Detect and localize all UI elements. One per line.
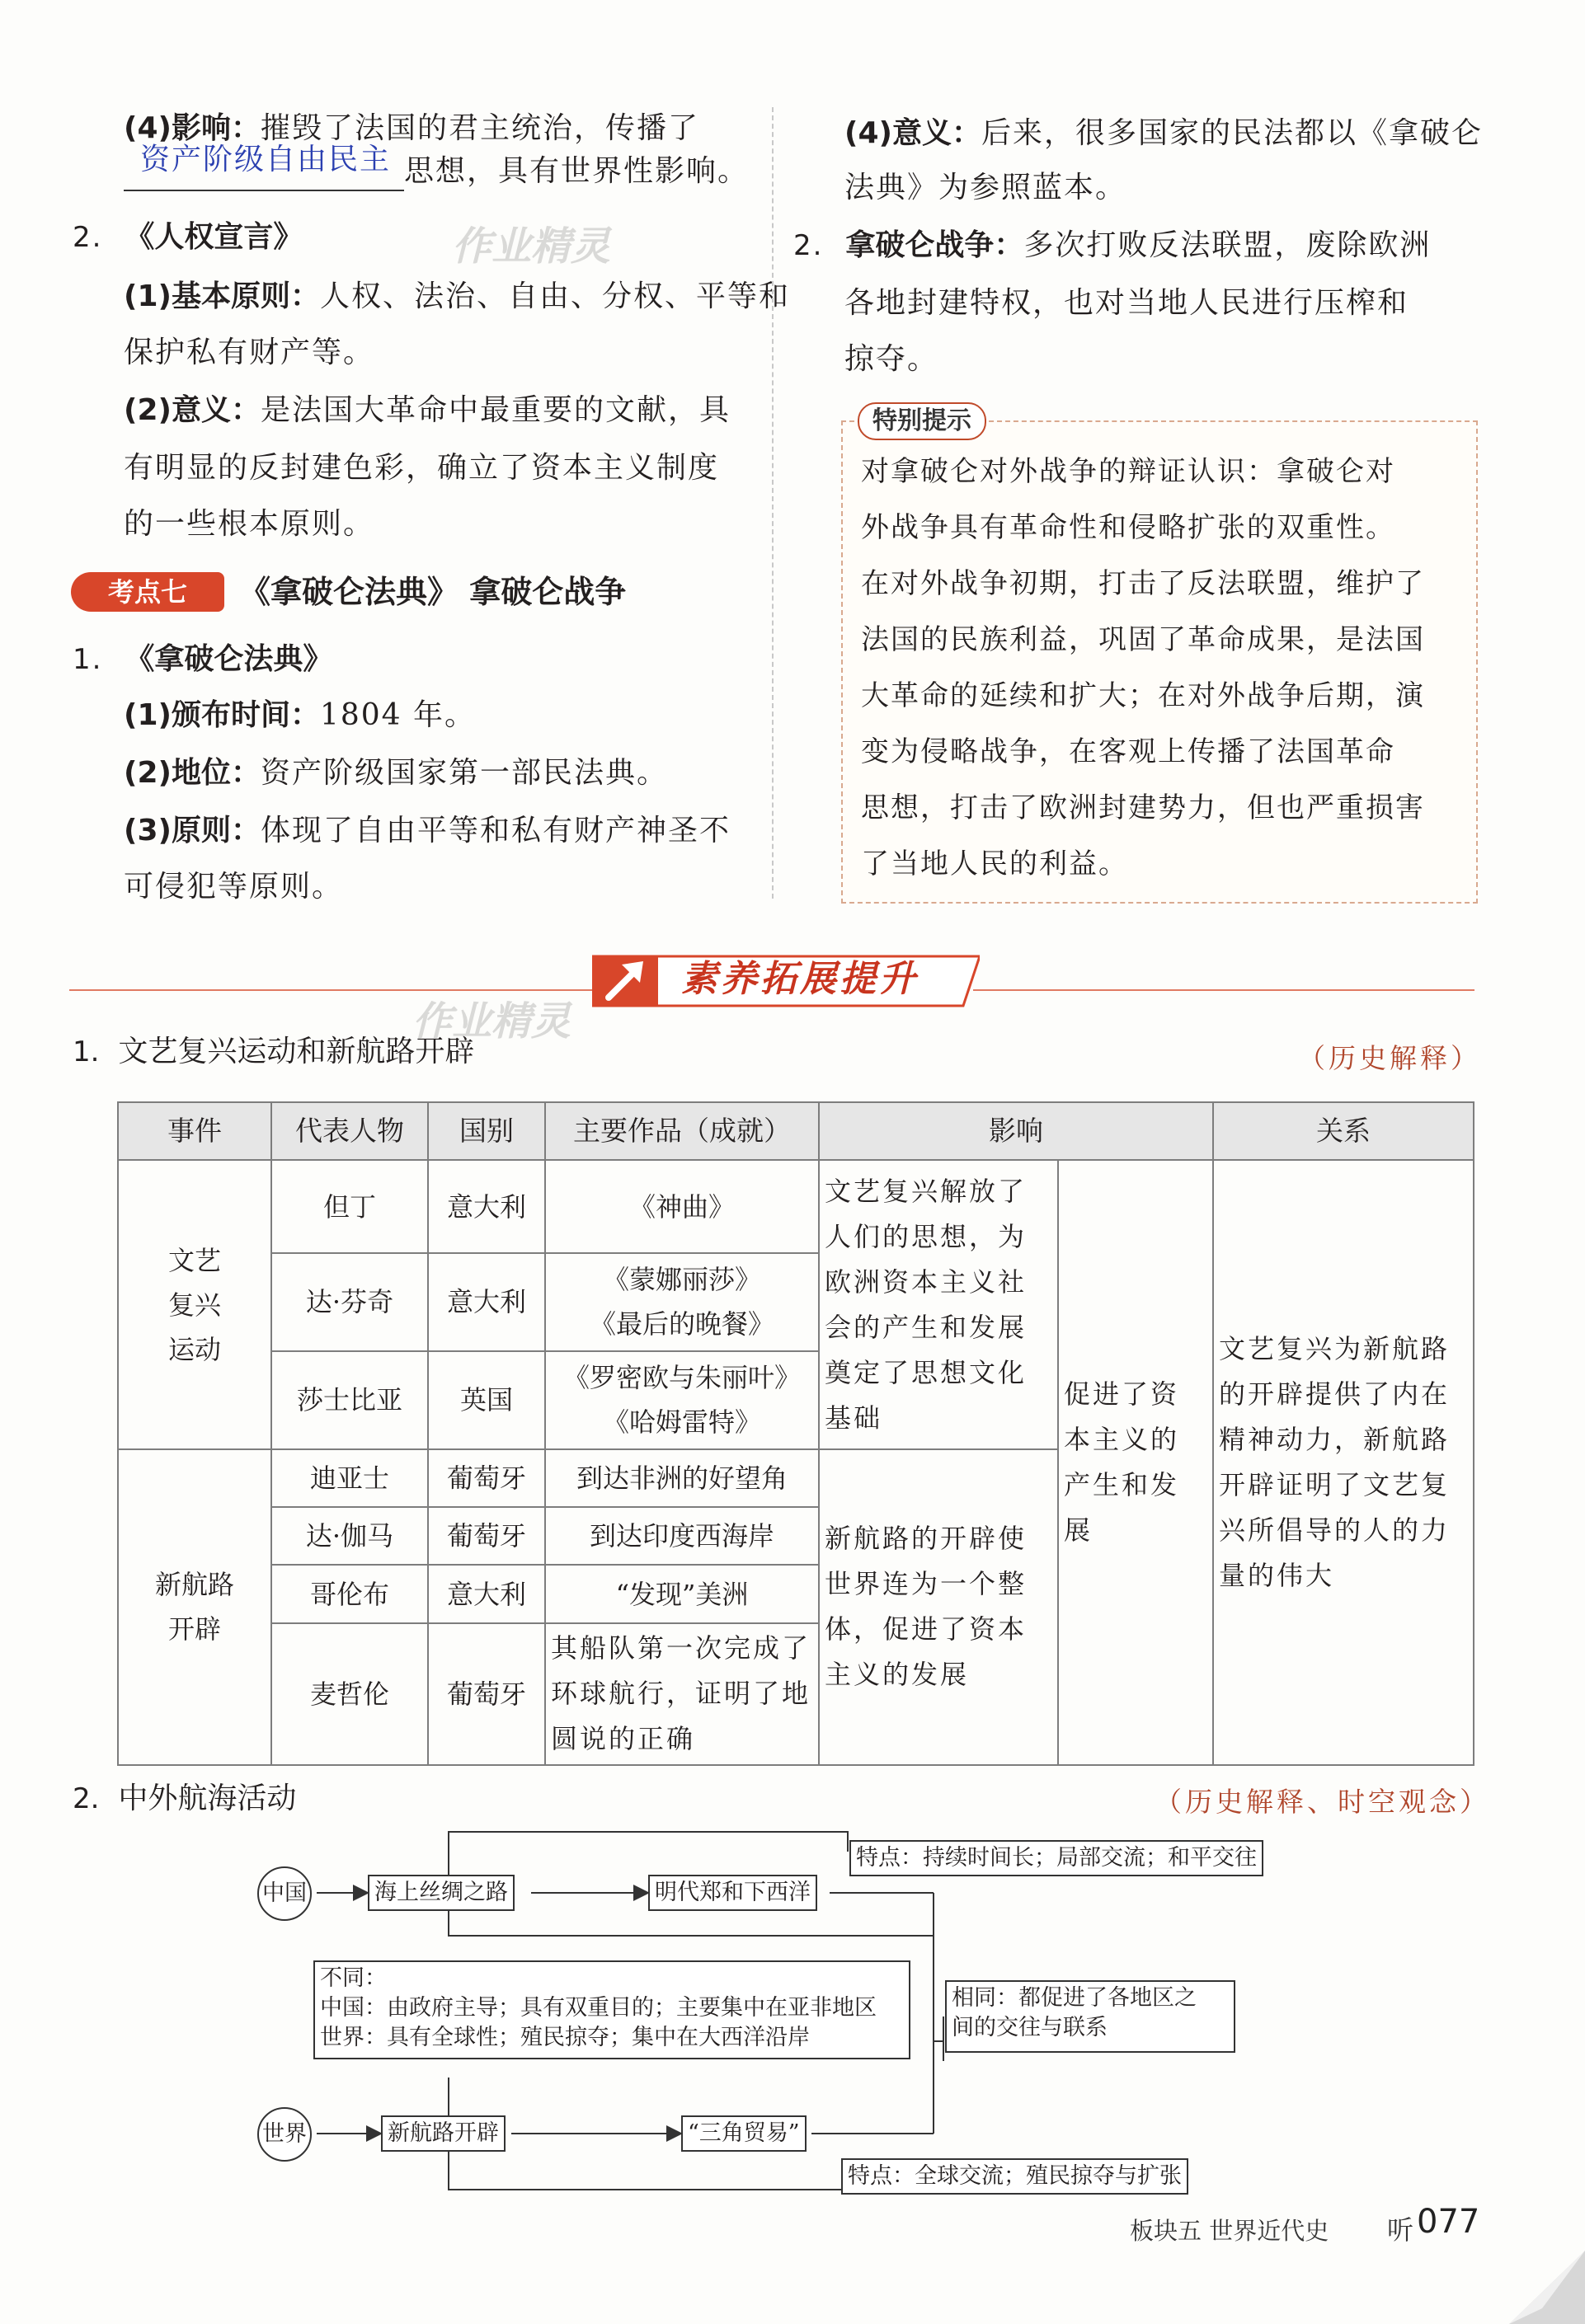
person-cell: 哥伦布 [271, 1565, 428, 1622]
feature-world-box: 特点：全球交流；殖民掠夺与扩张 [841, 2158, 1188, 2195]
work-cell: 到达非洲的好望角 [545, 1449, 819, 1507]
watermark: 作业精灵 [452, 223, 611, 270]
country-cell: 葡萄牙 [428, 1507, 545, 1565]
section2-heading: 2. 中外航海活动 [73, 1782, 297, 1815]
code-principle-1: (3)原则：体现了自由平等和私有财产神圣不 [124, 814, 731, 847]
declaration-principle-2: 保护私有财产等。 [124, 336, 375, 369]
header-country: 国别 [428, 1102, 545, 1160]
similarity-box: 相同：都促进了各地区之 间的交往与联系 [945, 1980, 1235, 2053]
tip-line: 大革命的延续和扩大；在对外战争后期，演 [861, 679, 1425, 712]
footer-section: 板块五 世界近代史 [1130, 2217, 1329, 2245]
country-cell: 意大利 [428, 1253, 545, 1351]
header-person: 代表人物 [271, 1102, 428, 1160]
event-renaissance: 文艺 复兴 运动 [118, 1160, 271, 1448]
header-work: 主要作品（成就） [545, 1102, 819, 1160]
work-cell: 其船队第一次完成了环球航行，证明了地圆说的正确 [545, 1623, 819, 1765]
tip-line: 对拿破仑对外战争的辩证认识：拿破仑对 [861, 455, 1395, 488]
zhenghe-box: 明代郑和下西洋 [648, 1875, 817, 1911]
work-cell: 《蒙娜丽莎》 《最后的晚餐》 [545, 1253, 819, 1351]
work-cell: 到达印度西海岸 [545, 1507, 819, 1565]
tip-line: 变为侵略战争，在客观上传播了法国革命 [861, 735, 1395, 768]
relation-cell: 文艺复兴为新航路的开辟提供了内在精神动力，新航路开辟证明了文艺复兴所倡导的人的力量的伟大 [1213, 1160, 1474, 1765]
war-line-3: 掠夺。 [844, 342, 939, 376]
country-cell: 英国 [428, 1351, 545, 1449]
special-tip-label: 特别提示 [858, 402, 986, 440]
country-cell: 葡萄牙 [428, 1623, 545, 1765]
kaodian-badge: 考点七 [71, 572, 224, 612]
person-cell: 达·伽马 [271, 1507, 428, 1565]
person-cell: 但丁 [271, 1160, 428, 1253]
header-event: 事件 [118, 1102, 271, 1160]
work-cell: “发现”美洲 [545, 1565, 819, 1622]
feature-china-box: 特点：持续时间长；局部交流；和平交往 [849, 1840, 1263, 1876]
section1-heading: 1. 文艺复兴运动和新航路开辟 [73, 1035, 475, 1068]
impact-line-2: 资产阶级自由民主 思想，具有世界性影响。 [124, 153, 749, 191]
declaration-principle-1: (1)基本原则：人权、法治、自由、分权、平等和 [124, 279, 790, 313]
page-number: 077 [1417, 2203, 1480, 2241]
declaration-meaning-3: 的一些根本原则。 [124, 507, 375, 541]
code-meaning-2: 法典》为参照蓝本。 [844, 171, 1127, 204]
header-impact: 影响 [819, 1102, 1213, 1160]
header-relation: 关系 [1213, 1102, 1474, 1160]
impact-new-route: 新航路的开辟使世界连为一个整体，促进了资本主义的发展 [819, 1449, 1058, 1765]
world-node: 世界 [257, 2107, 312, 2162]
impact-renaissance: 文艺复兴解放了人们的思想，为欧洲资本主义社会的产生和发展奠定了思想文化基础 [819, 1160, 1058, 1448]
country-cell: 葡萄牙 [428, 1449, 545, 1507]
tip-line: 思想，打击了欧洲封建势力，但也严重损害 [861, 791, 1425, 824]
code-meaning-1: (4)意义：后来，很多国家的民法都以《拿破仑 [844, 116, 1483, 150]
code-date: (1)颁布时间：1804 年。 [124, 698, 477, 732]
impact-common: 促进了资本主义的产生和发展 [1058, 1160, 1213, 1765]
code-status: (2)地位：资产阶级国家第一部民法典。 [124, 756, 668, 790]
declaration-heading: 2. 《人权宣言》 [73, 220, 303, 254]
tip-line: 法国的民族利益，巩固了革命成果，是法国 [861, 623, 1425, 656]
work-cell: 《神曲》 [545, 1160, 819, 1253]
event-new-route: 新航路 开辟 [118, 1449, 271, 1765]
tip-line: 外战争具有革命性和侵略扩张的双重性。 [861, 511, 1395, 544]
person-cell: 莎士比亚 [271, 1351, 428, 1449]
silk-road-box: 海上丝绸之路 [368, 1875, 515, 1911]
person-cell: 达·芬奇 [271, 1253, 428, 1351]
war-line-1: 2. 拿破仑战争：多次打败反法联盟，废除欧洲 [793, 228, 1432, 262]
country-cell: 意大利 [428, 1565, 545, 1622]
tip-line: 在对外战争初期，打击了反法联盟，维护了 [861, 567, 1425, 600]
section2-tag: （历史解释、时空观念） [1155, 1786, 1490, 1818]
declaration-meaning-2: 有明显的反封建色彩，确立了资本主义制度 [124, 451, 720, 485]
china-node: 中国 [257, 1866, 312, 1921]
person-cell: 迪亚士 [271, 1449, 428, 1507]
work-cell: 《罗密欧与朱丽叶》 《哈姆雷特》 [545, 1351, 819, 1449]
section1-tag: （历史解释） [1298, 1042, 1481, 1074]
code-heading: 1. 《拿破仑法典》 [73, 642, 333, 676]
page-curl-icon [1509, 2251, 1585, 2324]
tip-line: 了当地人民的利益。 [861, 847, 1128, 880]
person-cell: 麦哲伦 [271, 1623, 428, 1765]
country-cell: 意大利 [428, 1160, 545, 1253]
watermark: 作业精灵 [412, 998, 571, 1045]
code-principle-2: 可侵犯等原则。 [124, 870, 344, 904]
triangle-trade-box: “三角贸易” [681, 2115, 807, 2152]
banner-title: 素养拓展提升 [681, 958, 919, 1000]
kaodian-title: 《拿破仑法典》 拿破仑战争 [239, 574, 627, 610]
difference-box: 不同： 中国：由政府主导；具有双重目的；主要集中在亚非地区 世界：具有全球性；殖民掠夺；集中在大西洋沿岸 [313, 1960, 910, 2059]
war-line-2: 各地封建特权，也对当地人民进行压榨和 [844, 286, 1409, 320]
handwritten-answer: 资产阶级自由民主 [140, 143, 392, 176]
declaration-meaning-1: (2)意义：是法国大革命中最重要的文献，具 [124, 393, 731, 427]
new-route-box: 新航路开辟 [381, 2115, 506, 2152]
impact-line-1: (4)影响：摧毁了法国的君主统治，传播了 [124, 111, 699, 145]
footer-listen: 听 [1387, 2214, 1414, 2246]
